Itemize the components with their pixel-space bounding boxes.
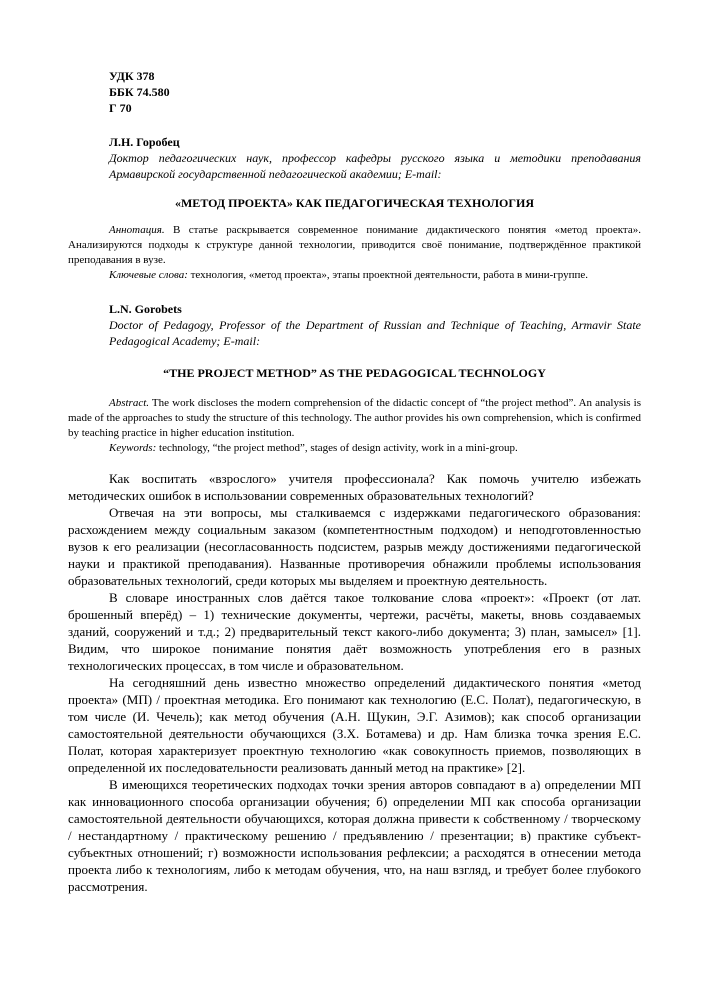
- section-gap: [68, 456, 641, 470]
- classification-codes: [109, 68, 641, 116]
- author-en: L.N. Gorobets: [109, 302, 182, 316]
- bbk-code: ББК 74.580: [109, 85, 170, 99]
- keywords-ru: [68, 268, 641, 283]
- abstract-ru-label: Аннотация.: [109, 224, 165, 236]
- abstract-en: [68, 396, 641, 441]
- body-paragraph: В словаре иностранных слов даётся такое толкование слова «проект»: «Проект (от лат. брошенный вперёд) – 1) технические документы, чертежи, расчёты, макеты, вновь создаваемых зданий, сооружений и т.д.; 2) предварительный текст какого-либо документа; 3) план, замысел» [1]. Видим, что широкое понимание понятия даёт возможность употребления его в разных технологических процессах, в том числе и образовательном.: [68, 590, 641, 673]
- keywords-en-label: Keywords:: [109, 442, 157, 454]
- g-code: Г 70: [109, 101, 132, 115]
- body-paragraph: Отвечая на эти вопросы, мы сталкиваемся с издержками педагогического образования: расхождением между социальным заказом (компетентностным подходом) и неподготовленностью вузов к его реализации (несогласованность подсистем, разрыв между достижениями педагогической науки и практикой преподавания). Названные противоречия обнажили проблемы использования образовательных технологий, среди которых мы выделяем и проектную деятельность.: [68, 505, 641, 588]
- keywords-en: [68, 441, 641, 456]
- affiliation-ru: Доктор педагогических наук, профессор кафедры русского языка и методики преподавания Армавирской государственной педагогической академии; E-mail:: [109, 151, 641, 181]
- keywords-ru-label: Ключевые слова:: [109, 269, 188, 281]
- body-paragraph: На сегодняшний день известно множество определений дидактического понятия «метод проекта» (МП) / проектная методика. Его понимают как технологию (Е.С. Полат), педагогическую, в том числе (И. Чечель); как метод обучения (А.Н. Щукин, Э.Г. Азимов); как способ организации самостоятельной деятельности обучающихся (З.Х. Ботамева) и др. Нам близка точка зрения Е.С. Полат, которая характеризует проектную технологию «как совокупность приемов, позволяющих в определенной их последовательности реализовать данный метод на практике» [2].: [68, 675, 641, 775]
- keywords-ru-text: технология, «метод проекта», этапы проектной деятельности, работа в мини-группе.: [187, 269, 589, 281]
- body-paragraph: Как воспитать «взрослого» учителя профессионала? Как помочь учителю избежать методических ошибок в использовании современных образовательных технологий?: [68, 471, 641, 503]
- abstract-en-text: The work discloses the modern comprehension of the didactic concept of “the project method”. An analysis is made of the approaches to study the structure of this technology. The author provides his own comprehension, which is confirmed by teaching practice in higher education institution.: [68, 397, 641, 439]
- keywords-en-text: technology, “the project method”, stages of design activity, work in a mini-group.: [156, 442, 518, 454]
- author-ru: Л.Н. Горобец: [109, 135, 180, 149]
- title-ru: «МЕТОД ПРОЕКТА» КАК ПЕДАГОГИЧЕСКАЯ ТЕХНОЛОГИЯ: [174, 196, 534, 210]
- abstract-en-label: Abstract.: [109, 397, 150, 409]
- udk-code: УДК 378: [109, 69, 155, 83]
- title-en: “THE PROJECT METHOD” AS THE PEDAGOGICAL TECHNOLOGY: [163, 366, 546, 380]
- abstract-ru-text: В статье раскрывается современное понимание дидактического понятия «метод проекта». Анализируются подходы к структуре данной технологии, приводится своё понимание, подтверждённое практикой преподавания в вузе.: [68, 224, 641, 266]
- abstract-ru: [68, 223, 641, 268]
- affiliation-en: Doctor of Pedagogy, Professor of the Department of Russian and Technique of Teaching, Armavir State Pedagogical Academy; E-mail:: [109, 318, 641, 348]
- body-paragraph: В имеющихся теоретических подходах точки зрения авторов совпадают в а) определении МП как инновационного способа организации обучения; б) определении МП как способа организации самостоятельной деятельности обучающихся, которая должна привести к собственному / творческому / нестандартному / практическому решению / предъявлению / презентации; в) практике субъект-субъектных отношений; г) возможности использования рефлексии; а расходятся в отнесении метода проекта либо к технологиям, либо к методам обучения, что, на наш взгляд, и требует более глубокого рассмотрения.: [68, 777, 641, 894]
